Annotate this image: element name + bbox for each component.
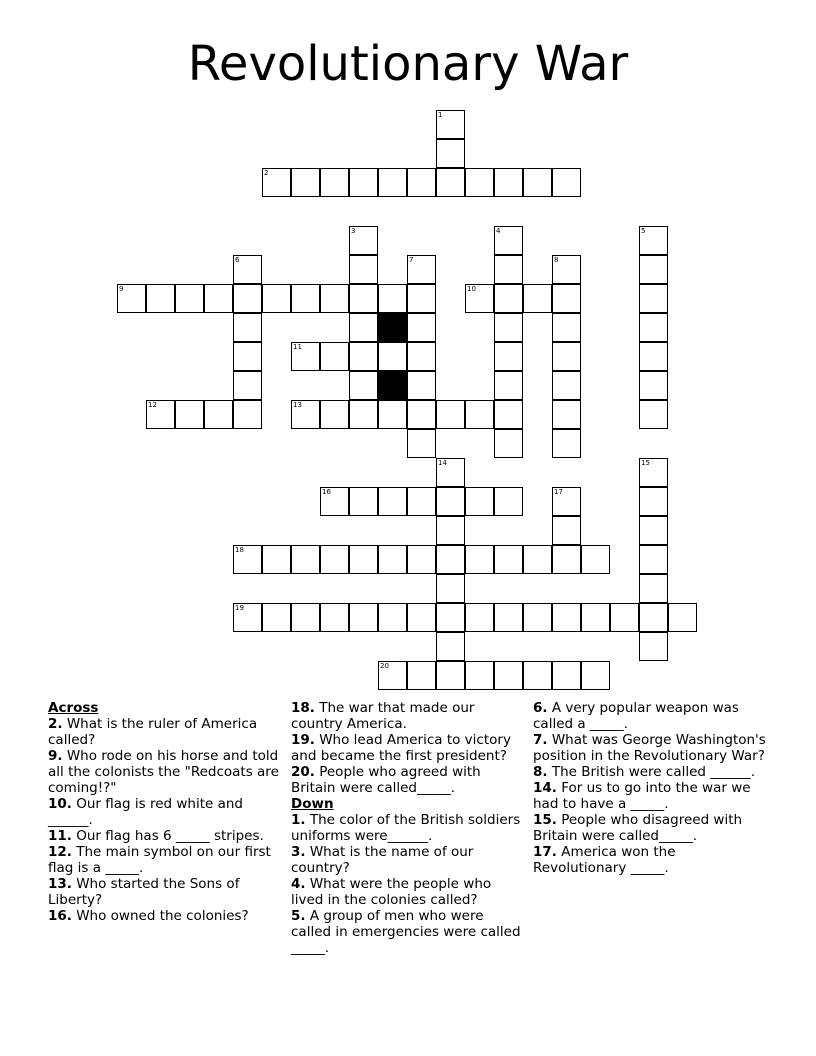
clue-item: 8. The British were called ______. [533, 764, 756, 780]
grid-cell[interactable] [291, 168, 320, 197]
grid-cell[interactable] [639, 342, 668, 371]
grid-cell[interactable] [378, 545, 407, 574]
grid-cell[interactable] [552, 342, 581, 371]
grid-cell[interactable] [436, 139, 465, 168]
clue-item: 4. What were the people who lived in the colonies called? [291, 876, 492, 908]
grid-cell[interactable] [436, 632, 465, 661]
grid-cell[interactable] [436, 110, 465, 139]
grid-cell[interactable] [552, 603, 581, 632]
grid-cell[interactable] [378, 400, 407, 429]
clue-number: 15 [641, 459, 650, 467]
grid-cell[interactable] [494, 371, 523, 400]
clue-number: 14 [438, 459, 447, 467]
clue-item: 5. A group of men who were called in emergencies were called _____. [291, 908, 521, 956]
grid-cell[interactable] [552, 545, 581, 574]
grid-cell[interactable] [639, 284, 668, 313]
black-square [378, 371, 407, 400]
grid-cell[interactable] [436, 458, 465, 487]
grid-cell[interactable] [320, 487, 349, 516]
grid-cell[interactable] [639, 400, 668, 429]
clue-number: 3 [351, 227, 356, 235]
grid-cell[interactable] [320, 168, 349, 197]
clue-item: 1. The color of the British soldiers uniforms were______. [291, 812, 521, 844]
grid-cell[interactable] [639, 574, 668, 603]
grid-cell[interactable] [494, 487, 523, 516]
black-square [378, 313, 407, 342]
grid-cell[interactable] [552, 168, 581, 197]
clue-number: 2 [264, 169, 269, 177]
grid-cell[interactable] [494, 284, 523, 313]
grid-cell[interactable] [639, 545, 668, 574]
clue-number: 9 [119, 285, 124, 293]
grid-cell[interactable] [349, 400, 378, 429]
grid-cell[interactable] [552, 371, 581, 400]
grid-cell[interactable] [494, 226, 523, 255]
grid-cell[interactable] [494, 545, 523, 574]
grid-cell[interactable] [349, 342, 378, 371]
clue-number: 4 [496, 227, 501, 235]
grid-cell[interactable] [523, 168, 552, 197]
clue-number: 18 [235, 546, 244, 554]
grid-cell[interactable] [349, 313, 378, 342]
grid-cell[interactable] [407, 284, 436, 313]
clue-item: 11. Our flag has 6 _____ stripes. [48, 828, 264, 844]
grid-cell[interactable] [523, 545, 552, 574]
grid-cell[interactable] [262, 545, 291, 574]
grid-cell[interactable] [204, 284, 233, 313]
grid-cell[interactable] [552, 661, 581, 690]
grid-cell[interactable] [262, 603, 291, 632]
grid-cell[interactable] [262, 168, 291, 197]
clue-item: 7. What was George Washington's position in the Revolutionary War? [533, 732, 766, 764]
grid-cell[interactable] [233, 545, 262, 574]
grid-cell[interactable] [320, 545, 349, 574]
grid-cell[interactable] [639, 226, 668, 255]
grid-cell[interactable] [291, 342, 320, 371]
grid-cell[interactable] [233, 313, 262, 342]
grid-cell[interactable] [233, 284, 262, 313]
grid-cell[interactable] [581, 545, 610, 574]
grid-cell[interactable] [233, 400, 262, 429]
grid-cell[interactable] [639, 487, 668, 516]
grid-cell[interactable] [436, 168, 465, 197]
clue-number: 11 [293, 343, 302, 351]
grid-cell[interactable] [233, 603, 262, 632]
grid-cell[interactable] [465, 400, 494, 429]
grid-cell[interactable] [494, 313, 523, 342]
grid-cell[interactable] [262, 284, 291, 313]
grid-cell[interactable] [552, 313, 581, 342]
clue-number: 20 [380, 662, 389, 670]
grid-cell[interactable] [349, 284, 378, 313]
grid-cell[interactable] [233, 342, 262, 371]
clue-item: 12. The main symbol on our first flag is a _____. [48, 844, 271, 876]
clue-item: 3. What is the name of our country? [291, 844, 474, 876]
grid-cell[interactable] [407, 168, 436, 197]
clue-item: 15. People who disagreed with Britain were called_____. [533, 812, 743, 844]
grid-cell[interactable] [436, 400, 465, 429]
grid-cell[interactable] [436, 574, 465, 603]
grid-cell[interactable] [407, 371, 436, 400]
clues-column-3 [533, 700, 773, 876]
grid-cell[interactable] [233, 371, 262, 400]
clue-number: 10 [467, 285, 476, 293]
grid-cell[interactable] [465, 603, 494, 632]
grid-cell[interactable] [552, 429, 581, 458]
grid-cell[interactable] [436, 661, 465, 690]
grid-cell[interactable] [146, 284, 175, 313]
clue-number: 19 [235, 604, 244, 612]
grid-cell[interactable] [407, 429, 436, 458]
clue-item: 19. Who lead America to victory and became the first president? [291, 732, 511, 764]
grid-cell[interactable] [407, 603, 436, 632]
grid-cell[interactable] [378, 603, 407, 632]
grid-cell[interactable] [349, 371, 378, 400]
clue-item: 13. Who started the Sons of Liberty? [48, 876, 240, 908]
grid-cell[interactable] [494, 603, 523, 632]
grid-cell[interactable] [552, 487, 581, 516]
clue-number: 5 [641, 227, 646, 235]
clue-item: 17. America won the Revolutionary _____. [533, 844, 676, 876]
grid-cell[interactable] [407, 661, 436, 690]
grid-cell[interactable] [494, 168, 523, 197]
grid-cell[interactable] [523, 661, 552, 690]
clue-number: 7 [409, 256, 414, 264]
clue-item: 2. What is the ruler of America called? [48, 716, 258, 748]
grid-cell[interactable] [494, 400, 523, 429]
clue-number: 8 [554, 256, 559, 264]
grid-cell[interactable] [320, 284, 349, 313]
grid-cell[interactable] [291, 284, 320, 313]
clue-item: 20. People who agreed with Britain were called_____. [291, 764, 481, 796]
clue-number: 16 [322, 488, 331, 496]
grid-cell[interactable] [378, 661, 407, 690]
grid-cell[interactable] [378, 168, 407, 197]
grid-cell[interactable] [291, 545, 320, 574]
grid-cell[interactable] [465, 168, 494, 197]
grid-cell[interactable] [610, 603, 639, 632]
grid-cell[interactable] [349, 487, 378, 516]
grid-cell[interactable] [552, 255, 581, 284]
across-heading: Across [48, 700, 99, 716]
grid-cell[interactable] [639, 516, 668, 545]
clue-number: 1 [438, 111, 443, 119]
grid-cell[interactable] [465, 661, 494, 690]
grid-cell[interactable] [175, 284, 204, 313]
clue-number: 17 [554, 488, 563, 496]
grid-cell[interactable] [523, 603, 552, 632]
grid-cell[interactable] [349, 226, 378, 255]
grid-cell[interactable] [639, 255, 668, 284]
clue-item: 16. Who owned the colonies? [48, 908, 249, 924]
grid-cell[interactable] [639, 371, 668, 400]
grid-cell[interactable] [494, 342, 523, 371]
grid-cell[interactable] [465, 284, 494, 313]
grid-cell[interactable] [465, 487, 494, 516]
grid-cell[interactable] [378, 487, 407, 516]
clue-number: 12 [148, 401, 157, 409]
clue-item: 9. Who rode on his horse and told all the colonists the "Redcoats are coming!?" [48, 748, 279, 796]
grid-cell[interactable] [552, 284, 581, 313]
grid-cell[interactable] [117, 284, 146, 313]
grid-cell[interactable] [494, 255, 523, 284]
grid-cell[interactable] [465, 545, 494, 574]
grid-cell[interactable] [378, 284, 407, 313]
grid-cell[interactable] [291, 603, 320, 632]
clue-number: 13 [293, 401, 302, 409]
grid-cell[interactable] [668, 603, 697, 632]
grid-cell[interactable] [349, 545, 378, 574]
clue-item: 10. Our flag is red white and ______. [48, 796, 244, 828]
clues-column-2 [291, 700, 523, 956]
grid-cell[interactable] [436, 545, 465, 574]
grid-cell[interactable] [639, 313, 668, 342]
grid-cell[interactable] [494, 661, 523, 690]
grid-cell[interactable] [436, 603, 465, 632]
grid-cell[interactable] [581, 661, 610, 690]
grid-cell[interactable] [291, 400, 320, 429]
grid-cell[interactable] [407, 487, 436, 516]
grid-cell[interactable] [407, 545, 436, 574]
clue-item: 18. The war that made our country America. [291, 700, 475, 732]
grid-cell[interactable] [639, 632, 668, 661]
grid-cell[interactable] [349, 255, 378, 284]
grid-cell[interactable] [523, 284, 552, 313]
grid-cell[interactable] [349, 603, 378, 632]
grid-cell[interactable] [407, 342, 436, 371]
grid-cell[interactable] [639, 458, 668, 487]
grid-cell[interactable] [349, 168, 378, 197]
clues-column-1 [48, 700, 280, 924]
grid-cell[interactable] [407, 400, 436, 429]
grid-cell[interactable] [175, 400, 204, 429]
grid-cell[interactable] [204, 400, 233, 429]
grid-cell[interactable] [436, 516, 465, 545]
grid-cell[interactable] [436, 487, 465, 516]
grid-cell[interactable] [552, 400, 581, 429]
grid-cell[interactable] [233, 255, 262, 284]
grid-cell[interactable] [552, 516, 581, 545]
grid-cell[interactable] [407, 255, 436, 284]
grid-cell[interactable] [320, 342, 349, 371]
page-title: Revolutionary War [187, 36, 629, 92]
down-heading: Down [291, 796, 334, 812]
grid-cell[interactable] [639, 603, 668, 632]
clue-number: 6 [235, 256, 240, 264]
grid-cell[interactable] [581, 603, 610, 632]
clue-item: 6. A very popular weapon was called a _____. [533, 700, 739, 732]
grid-cell[interactable] [320, 603, 349, 632]
clue-item: 14. For us to go into the war we had to have a _____. [533, 780, 751, 812]
grid-cell[interactable] [146, 400, 175, 429]
grid-cell[interactable] [407, 313, 436, 342]
grid-cell[interactable] [320, 400, 349, 429]
grid-cell[interactable] [494, 429, 523, 458]
grid-cell[interactable] [378, 342, 407, 371]
